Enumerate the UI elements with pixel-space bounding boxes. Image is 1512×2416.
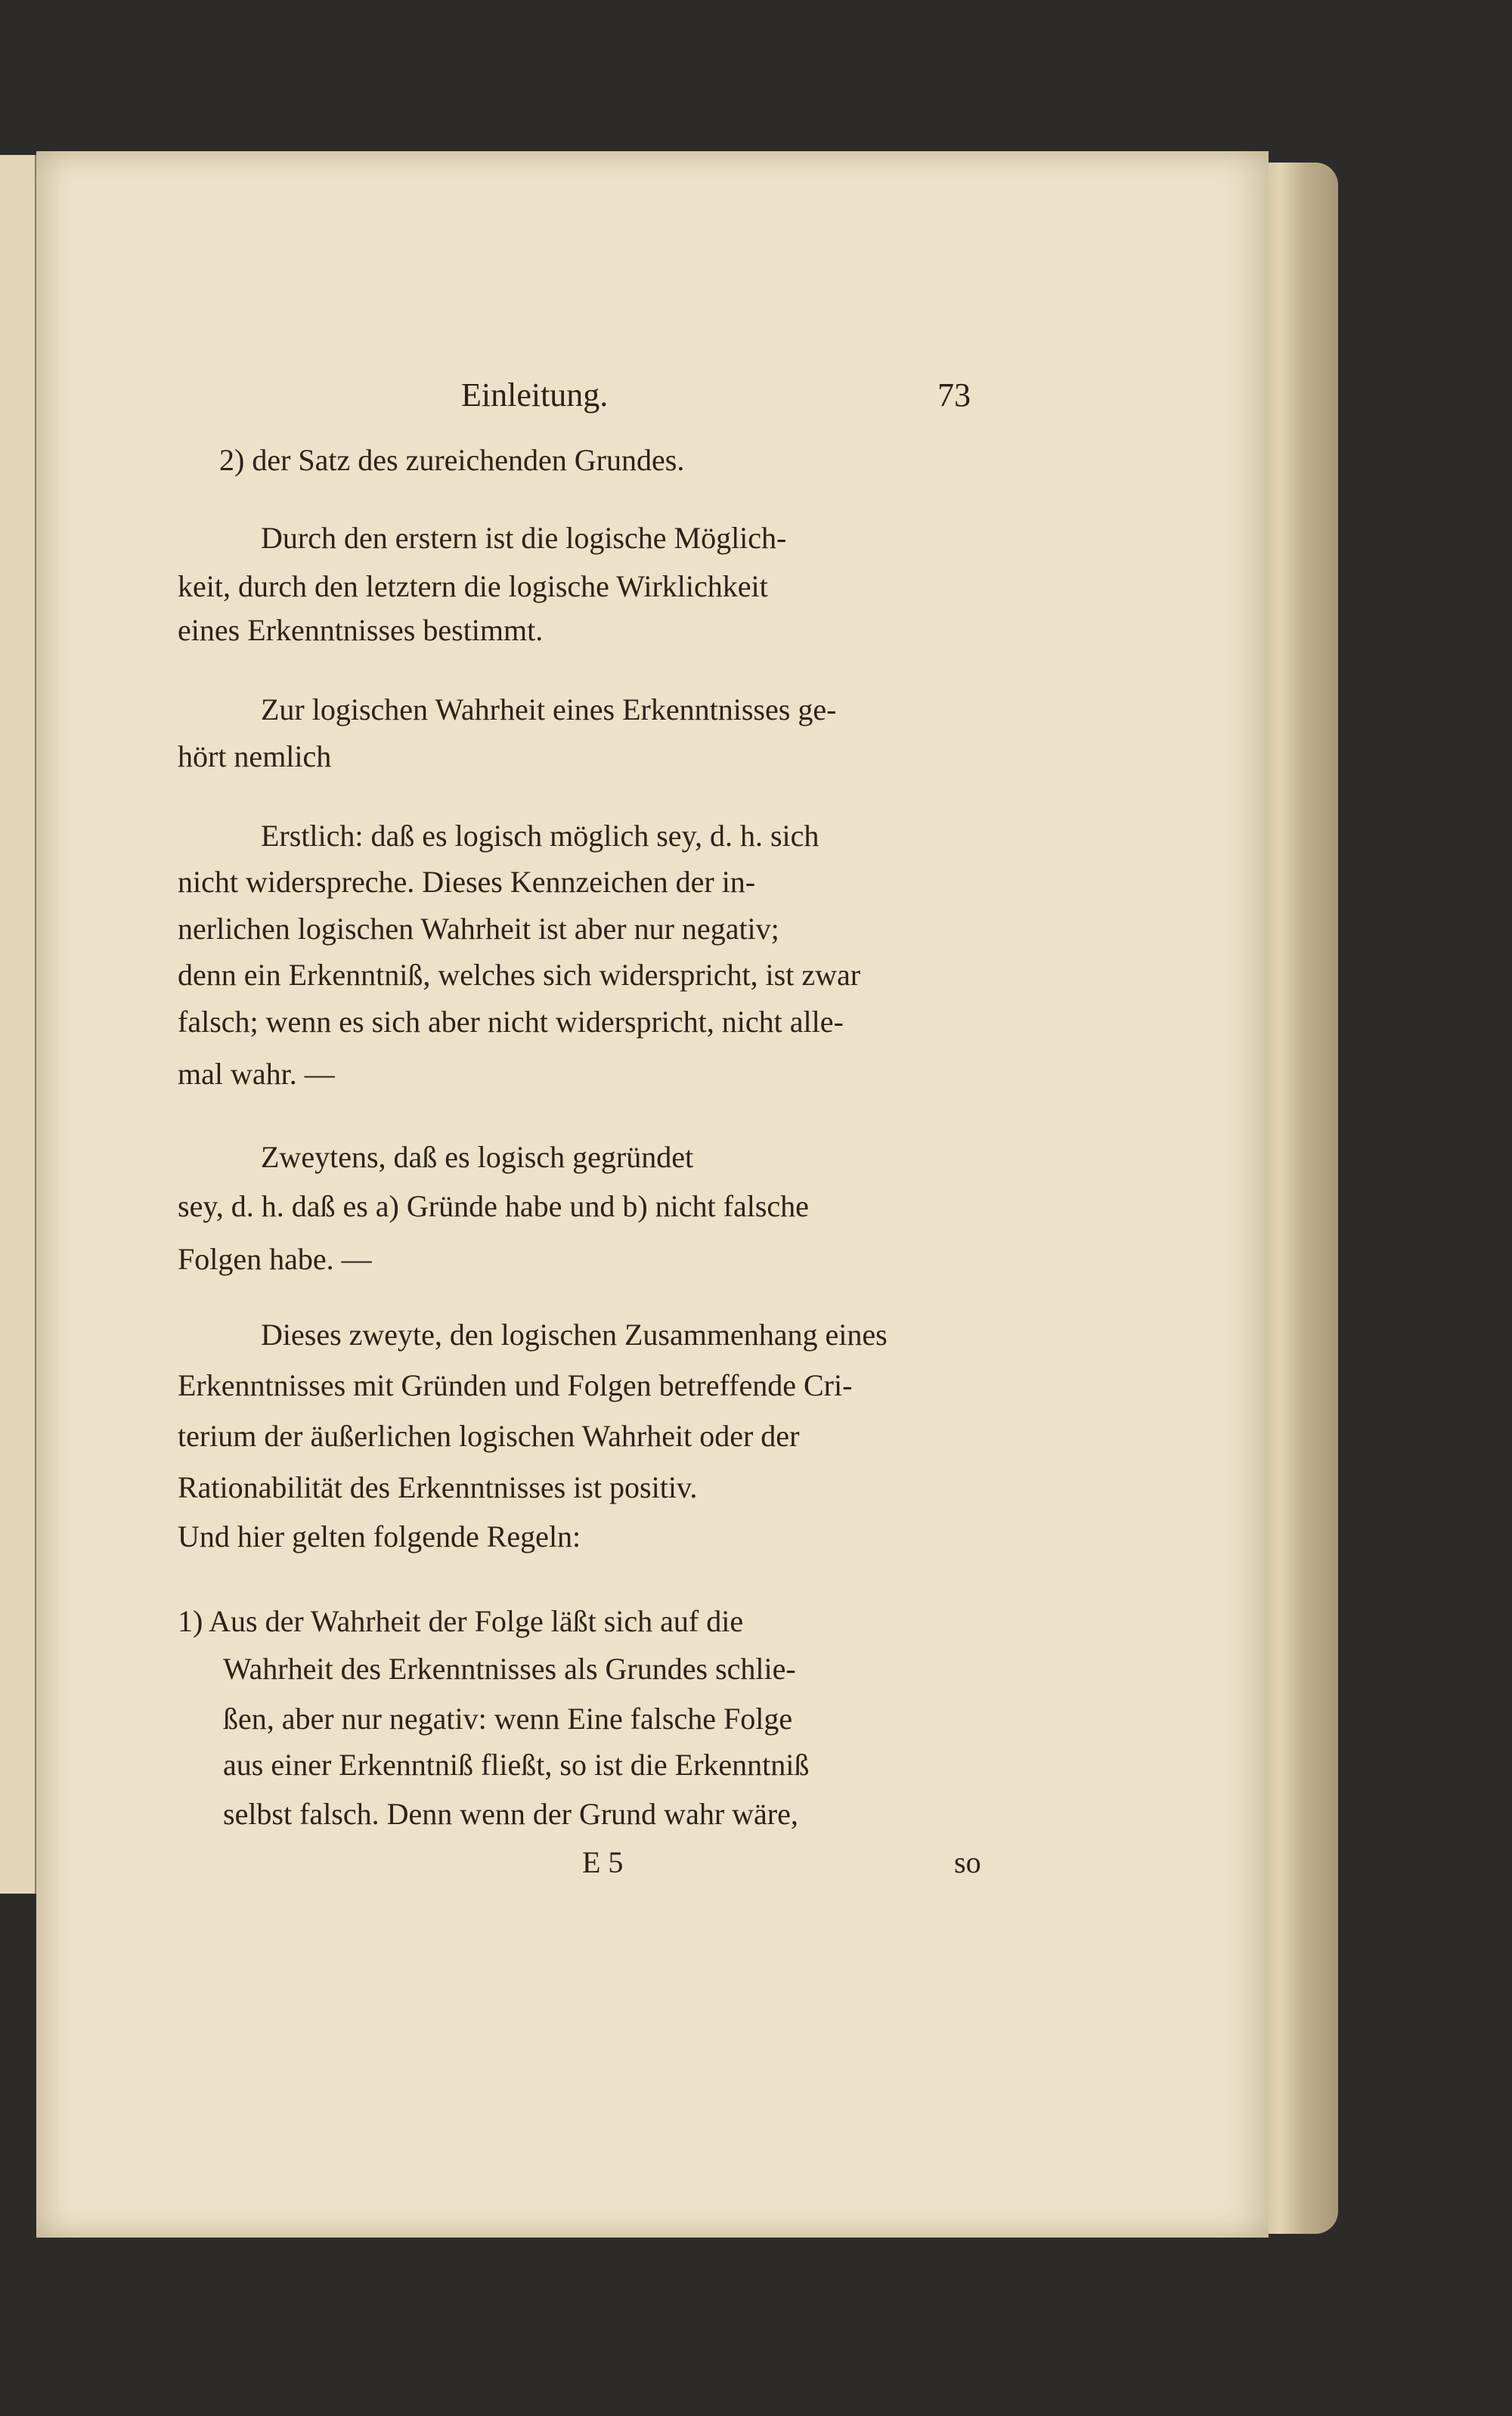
text-line: terium der äußerlichen logischen Wahrheit oder der <box>178 1419 800 1453</box>
text-line: nicht widerspreche. Dieses Kennzeichen der in- <box>178 865 756 899</box>
text-line: 2) der Satz des zureichenden Grundes. <box>219 443 685 477</box>
text-line: Rationabilität des Erkenntnisses ist positiv. <box>178 1470 698 1504</box>
text-line: sey, d. h. daß es a) Gründe habe und b) nicht falsche <box>178 1189 809 1223</box>
text-line: Dieses zweyte, den logischen Zusammenhang eines <box>261 1318 888 1352</box>
text-line: 1) Aus der Wahrheit der Folge läßt sich auf die <box>178 1604 744 1638</box>
text-line: keit, durch den letztern die logische Wirklichkeit <box>178 569 768 603</box>
catchword: so <box>954 1845 981 1879</box>
text-line: Und hier gelten folgende Regeln: <box>178 1519 581 1553</box>
text-line: hört nemlich <box>178 739 332 773</box>
text-line: mal wahr. — <box>178 1057 335 1091</box>
facing-page-edge <box>0 155 37 1894</box>
text-line: Erstlich: daß es logisch möglich sey, d. h. sich <box>261 819 820 853</box>
text-line: Zweytens, daß es logisch gegründet <box>261 1140 694 1174</box>
text-line: selbst falsch. Denn wenn der Grund wahr wäre, <box>223 1797 798 1831</box>
text-line: eines Erkenntnisses bestimmt. <box>178 613 544 647</box>
text-line: Wahrheit des Erkenntnisses als Grundes schlie- <box>223 1652 796 1686</box>
text-line: Zur logischen Wahrheit eines Erkenntnisses ge- <box>261 692 837 726</box>
text-line: nerlichen logischen Wahrheit ist aber nur negativ; <box>178 912 779 946</box>
signature-mark: E 5 <box>582 1845 624 1879</box>
text-line: falsch; wenn es sich aber nicht widerspricht, nicht alle- <box>178 1005 844 1039</box>
page-number: 73 <box>937 376 971 414</box>
text-line: Durch den erstern ist die logische Möglich- <box>261 521 787 555</box>
running-header-title: Einleitung. <box>461 376 609 414</box>
text-line: ßen, aber nur negativ: wenn Eine falsche Folge <box>223 1702 793 1736</box>
text-line: aus einer Erkenntniß fließt, so ist die Erkenntniß <box>223 1748 810 1782</box>
text-line: denn ein Erkenntniß, welches sich widerspricht, ist zwar <box>178 958 861 992</box>
text-line: Erkenntnisses mit Gründen und Folgen betreffende Cri- <box>178 1368 853 1402</box>
text-line: Folgen habe. — <box>178 1242 372 1276</box>
